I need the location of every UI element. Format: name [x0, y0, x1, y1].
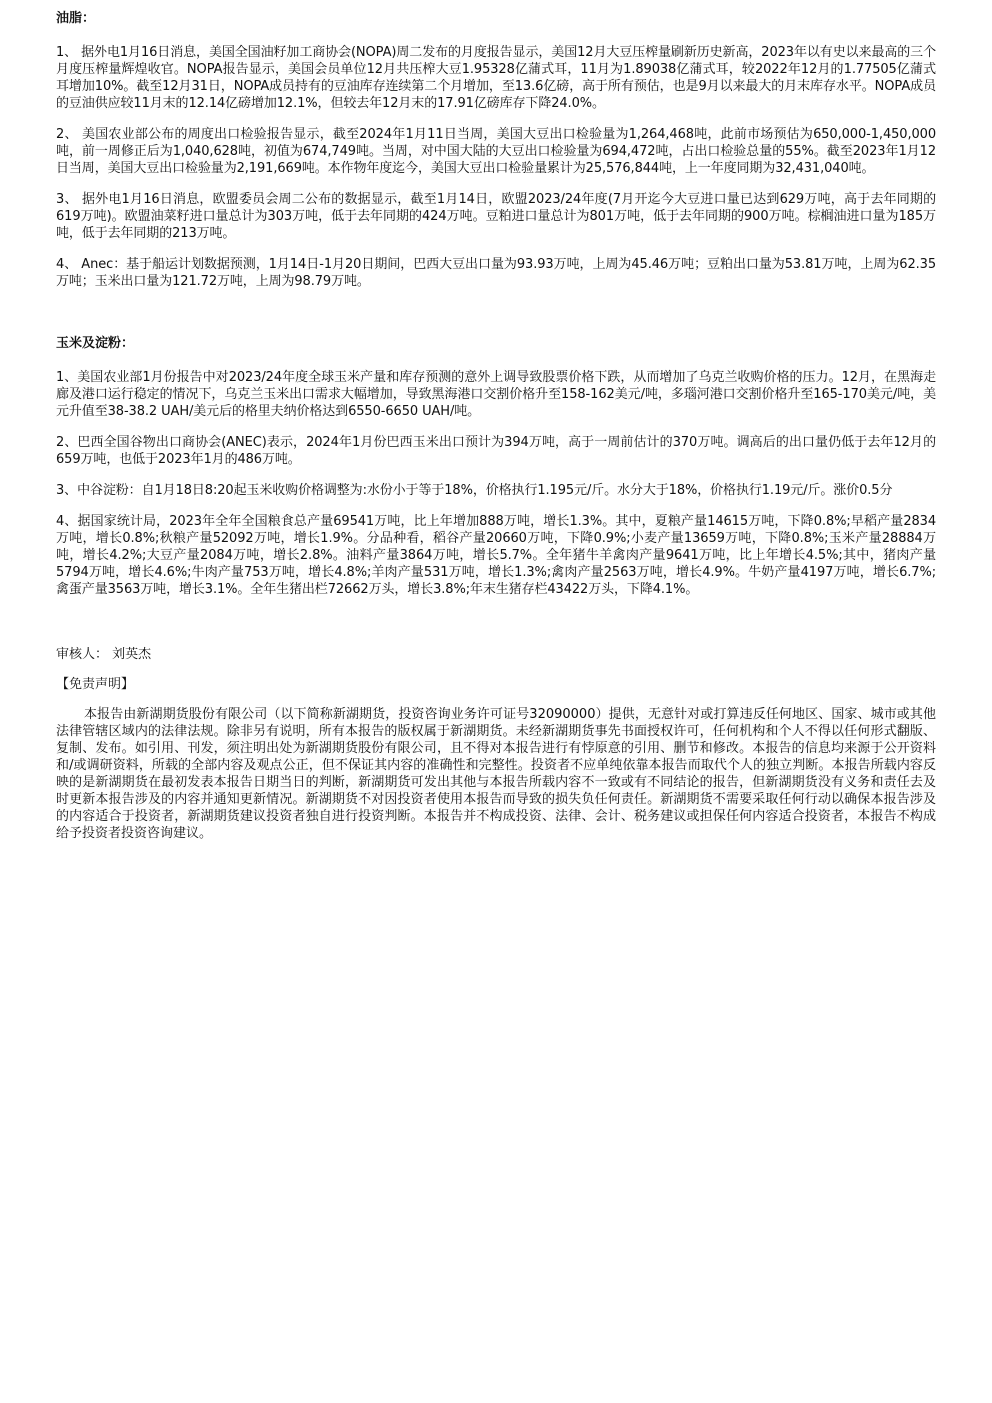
- disclaimer-body: 本报告由新湖期货股份有限公司（以下简称新湖期货，投资咨询业务许可证号32090000）提供，无意针对或打算违反任何地区、国家、城市或其他法律管辖区域内的法律法规。除非另有说明，所有本报告的版权属于新湖期货。未经新湖期货事先书面授权许可，任何机构和个人不得以任何形式翻版、复制、发布。如引用、刊发，须注明出处为新湖期货股份有限公司，且不得对本报告进行有悖原意的引用、删节和修改。本报告的信息均来源于公开资料和/或调研资料，所载的全部内容及观点公正，但不保证其内容的准确性和完整性。投资者不应单纯依靠本报告而取代个人的独立判断。本报告所载内容反映的是新湖期货在最初发表本报告日期当日的判断，新湖期货可发出其他与本报告所载内容不一致或有不同结论的报告，但新湖期货没有义务和责任去及时更新本报告涉及的内容并通知更新情况。新湖期货不对因投资者使用本报告而导致的损失负任何责任。新湖期货不需要采取任何行动以确保本报告涉及的内容适合于投资者，新湖期货建议投资者独自进行投资判断。本报告并不构成投资、法律、会计、税务建议或担保任何内容适合投资者，本报告不构成给予投资者投资咨询建议。: [56, 707, 936, 841]
- oil-item-4: 4、 Anec：基于船运计划数据预测，1月14日-1月20日期间，巴西大豆出口量为93.93万吨，上周为45.46万吨；豆粕出口量为53.81万吨，上周为62.35万吨；玉米出口量为121.72万吨，上周为98.79万吨。: [56, 257, 936, 289]
- report-page: [56, 10, 936, 855]
- corn-item-1: 1、美国农业部1月份报告中对2023/24年度全球玉米产量和库存预测的意外上调导致股票价格下跌，从而增加了乌克兰收购价格的压力。12月，在黑海走廊及港口运行稳定的情况下，乌克兰玉米出口需求大幅增加，导致黑海港口交割价格升至158-162美元/吨，多瑙河港口交割价格升至165-170美元/吨，美元升值至38-38.2 UAH/美元后的格里夫纳价格达到6550-6650 UAH/吨。: [56, 370, 936, 419]
- reviewer-line: 审核人： 刘英杰: [56, 647, 152, 662]
- corn-item-4: 4、据国家统计局，2023年全年全国粮食总产量69541万吨，比上年增加888万吨，增长1.3%。其中，夏粮产量14615万吨，下降0.8%;早稻产量2834万吨，增长0.8%;秋粮产量52092万吨，增长1.9%。分品种看，稻谷产量20660万吨，下降0.9%;小麦产量13659万吨，下降0.8%;玉米产量28884万吨，增长4.2%;大豆产量2084万吨，增长2.8%。油料产量3864万吨，增长5.7%。全年猪牛羊禽肉产量9641万吨，比上年增长4.5%;其中，猪肉产量5794万吨，增长4.6%;牛肉产量753万吨，增长4.8%;羊肉产量531万吨，增长1.3%;禽肉产量2563万吨，增长4.9%。牛奶产量4197万吨，增长6.7%;禽蛋产量3563万吨，增长3.1%。全年生猪出栏72662万头，增长3.8%;年末生猪存栏43422万头，下降4.1%。: [56, 514, 936, 597]
- oil-item-3: 3、 据外电1月16日消息，欧盟委员会周二公布的数据显示，截至1月14日，欧盟2023/24年度(7月开迄今大豆进口量已达到629万吨，高于去年同期的619万吨)。欧盟油菜籽进口量总计为303万吨，低于去年同期的424万吨。豆粕进口量总计为801万吨，低于去年同期的900万吨。棕榈油进口量为185万吨，低于去年同期的213万吨。: [56, 192, 936, 241]
- oil-item-2: 2、 美国农业部公布的周度出口检验报告显示，截至2024年1月11日当周，美国大豆出口检验量为1,264,468吨，此前市场预估为650,000-1,450,000吨，前一周修正后为1,040,628吨，初值为674,749吨。当周，对中国大陆的大豆出口检验量为694,472吨，占出口检验总量的55%。截至2023年1月12日当周，美国大豆出口检验量为2,191,669吨。本作物年度迄今，美国大豆出口检验量累计为25,576,844吨，上一年度同期为32,431,040吨。: [56, 127, 936, 176]
- corn-section-title: 玉米及淀粉：: [56, 336, 135, 351]
- corn-item-3: 3、中谷淀粉：自1月18日8:20起玉米收购价格调整为:水份小于等于18%，价格执行1.195元/斤。水分大于18%，价格执行1.19元/斤。涨价0.5分: [56, 483, 893, 498]
- corn-item-2: 2、巴西全国谷物出口商协会(ANEC)表示，2024年1月份巴西玉米出口预计为394万吨，高于一周前估计的370万吨。调高后的出口量仍低于去年12月的659万吨，也低于2023年1月的486万吨。: [56, 435, 936, 467]
- oil-item-1: 1、 据外电1月16日消息，美国全国油籽加工商协会(NOPA)周二发布的月度报告显示，美国12月大豆压榨量刷新历史新高，2023年以有史以来最高的三个月度压榨量辉煌收官。NOPA报告显示，美国会员单位12月共压榨大豆1.95328亿蒲式耳，11月为1.89038亿蒲式耳，较2022年12月的1.77505亿蒲式耳增加10%。截至12月31日，NOPA成员持有的豆油库存连续第二个月增加，至13.6亿磅，高于所有预估，也是9月以来最大的月末库存水平。NOPA成员的豆油供应较11月末的12.14亿磅增加12.1%，但较去年12月末的17.91亿磅库存下降24.0%。: [56, 45, 936, 111]
- disclaimer-title: 【免责声明】: [56, 677, 135, 692]
- oil-section-title: 油脂：: [56, 11, 96, 26]
